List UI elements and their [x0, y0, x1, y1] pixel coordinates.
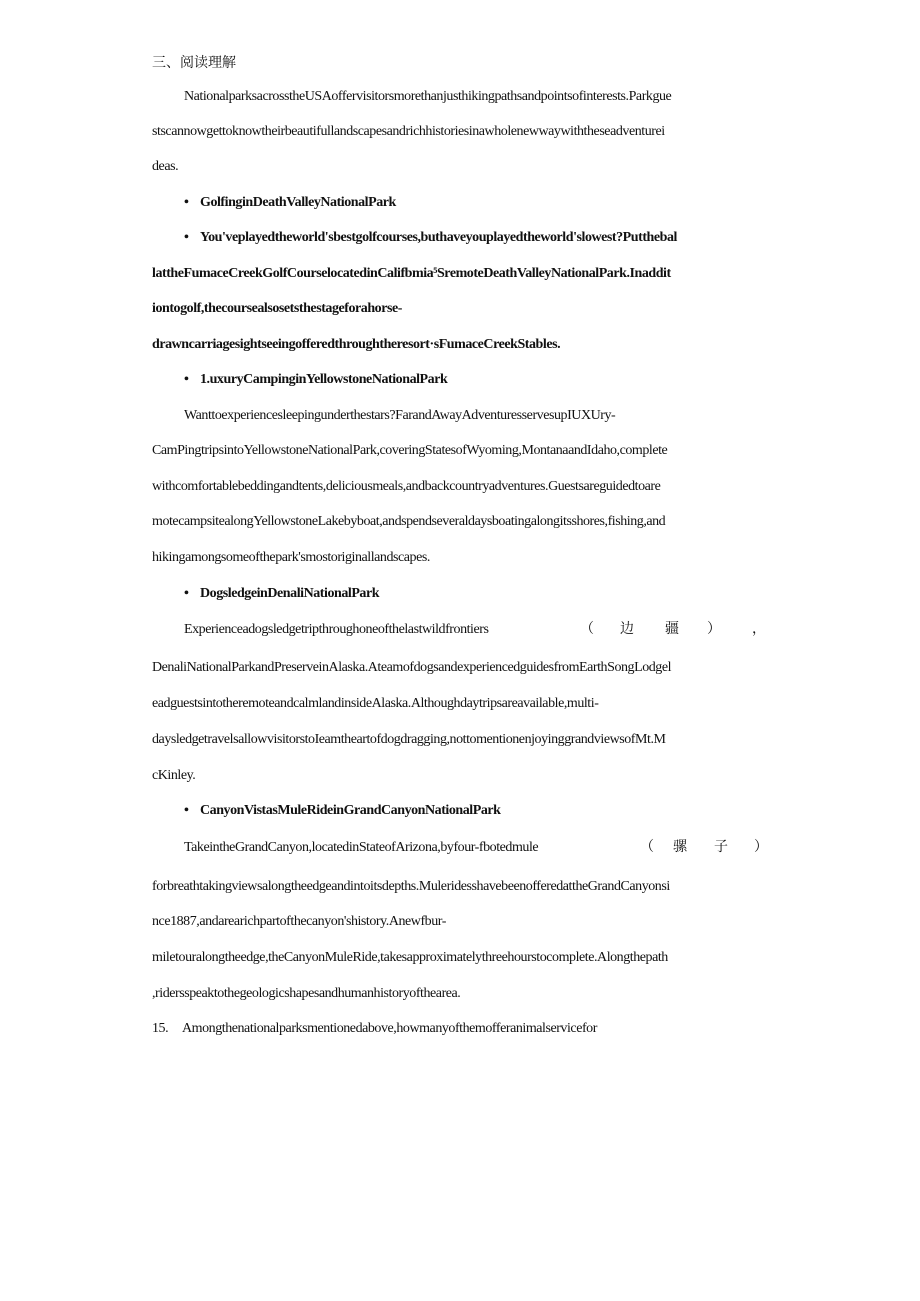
golf-title: GolfinginDeathValleyNationalPark: [200, 195, 396, 210]
camping-title-item: [184, 371, 447, 389]
intro-line-2: stscannowgettoknowtheirbeautifullandscapesandrichhistoriesinawholenewwaywiththeseadventurei: [152, 124, 665, 139]
golf-line-1: You'veplayedtheworld'sbestgolfcourses,buthaveyouplayedtheworld'slowest?Putthebal: [200, 230, 677, 245]
camping-line-1: Wanttoexperiencesleepingunderthestars?FarandAwayAdventuresservesupIUXUry-: [184, 408, 616, 423]
question-15: [152, 1020, 597, 1038]
mule-line-3: nce1887,andarearichpartofthecanyon'shistory.Anewfbur-: [152, 914, 446, 929]
dogsled-line-2: DenaliNationalParkandPreserveinAlaska.AteamofdogsandexperiencedguidesfromEarthSongLodgel: [152, 660, 672, 675]
golf-line-1-item: [184, 229, 677, 247]
golf-line-3: iontogolf,thecoursealsosetsthestageforahorse-: [152, 301, 402, 316]
dogsled-gloss-close: ）: [707, 622, 721, 637]
section-heading: 三、阅读理解: [152, 55, 236, 71]
golf-line-2: lattheFumaceCreekGolfCourselocatedinCalifbmia⁵SremoteDeathValleyNationalPark.Inaddit: [152, 266, 671, 281]
dogsled-line-5: cKinley.: [152, 768, 196, 783]
bullet-icon: •: [184, 372, 189, 387]
question-number: 15.: [152, 1021, 169, 1036]
mule-gloss-open: （: [640, 840, 654, 855]
mule-title: CanyonVistasMuleRideinGrandCanyonNationalPark: [200, 803, 501, 818]
bullet-icon: •: [184, 195, 189, 210]
intro-line-1: NationalparksacrosstheUSAoffervisitorsmorethanjusthikingpathsandpointsofinterests.Parkgue: [184, 89, 672, 104]
camping-line-5: hikingamongsomeofthepark'smostoriginallandscapes.: [152, 550, 430, 565]
mule-gloss-close: ）: [754, 840, 768, 855]
mule-gloss-char-1: 骡: [673, 840, 687, 855]
camping-line-3: withcomfortablebeddingandtents,deliciousmeals,andbackcountryadventures.Guestsareguidedtoare: [152, 479, 661, 494]
mule-line-4: miletouralongtheedge,theCanyonMuleRide,takesapproximatelythreehourstocomplete.Alongthepath: [152, 950, 668, 965]
intro-line-3: deas.: [152, 159, 179, 174]
question-text: Amongthenationalparksmentionedabove,howmanyofthemofferanimalservicefor: [182, 1021, 597, 1036]
dogsled-gloss-open: （: [580, 622, 594, 637]
golf-line-4: drawncarriagesightseeingofferedthroughtheresort·sFumaceCreekStables.: [152, 337, 561, 352]
mule-gloss-char-2: 子: [714, 840, 728, 855]
dogsled-line-3: eadguestsintotheremoteandcalmlandinsideAlaska.Althoughdaytripsareavailable,multi-: [152, 696, 599, 711]
dogsled-gloss-char-2: 疆: [665, 622, 679, 637]
bullet-icon: •: [184, 803, 189, 818]
camping-line-2: CamPingtripsintoYellowstoneNationalPark,coveringStatesofWyoming,MontanaandIdaho,complete: [152, 443, 668, 458]
bullet-icon: •: [184, 586, 189, 601]
mule-line-5: ,ridersspeaktothegeologicshapesandhumanhistoryofthearea.: [152, 986, 461, 1001]
dogsled-line-4: daysledgetravelsallowvisitorstoIeamtheartofdogdragging,nottomentionenjoyinggrandviewsofMt.M: [152, 732, 666, 747]
golf-title-item: [184, 194, 396, 212]
camping-title: 1.uxuryCampinginYellowstoneNationalPark: [200, 372, 448, 387]
dogsled-title-item: [184, 585, 379, 603]
mule-line-2: forbreathtakingviewsalongtheedgeandintoitsdepths.MuleridesshavebeenofferedattheGrandCanyonsi: [152, 879, 670, 894]
mule-line-1: TakeintheGrandCanyon,locatedinStateofArizona,byfour-fbotedmule: [184, 840, 539, 855]
dogsled-line-1: Experienceadogsledgetripthroughoneofthelastwildfrontiers: [184, 622, 489, 637]
camping-line-4: motecampsitealongYellowstoneLakebyboat,andspendseveraldaysboatingalongitsshores,fishing,and: [152, 514, 666, 529]
mule-title-item: [184, 802, 501, 820]
bullet-icon: •: [184, 230, 189, 245]
dogsled-gloss-char-1: 边: [620, 622, 634, 637]
dogsled-gloss-comma: ，: [752, 622, 766, 637]
dogsled-title: DogsledgeinDenaliNationalPark: [200, 586, 380, 601]
